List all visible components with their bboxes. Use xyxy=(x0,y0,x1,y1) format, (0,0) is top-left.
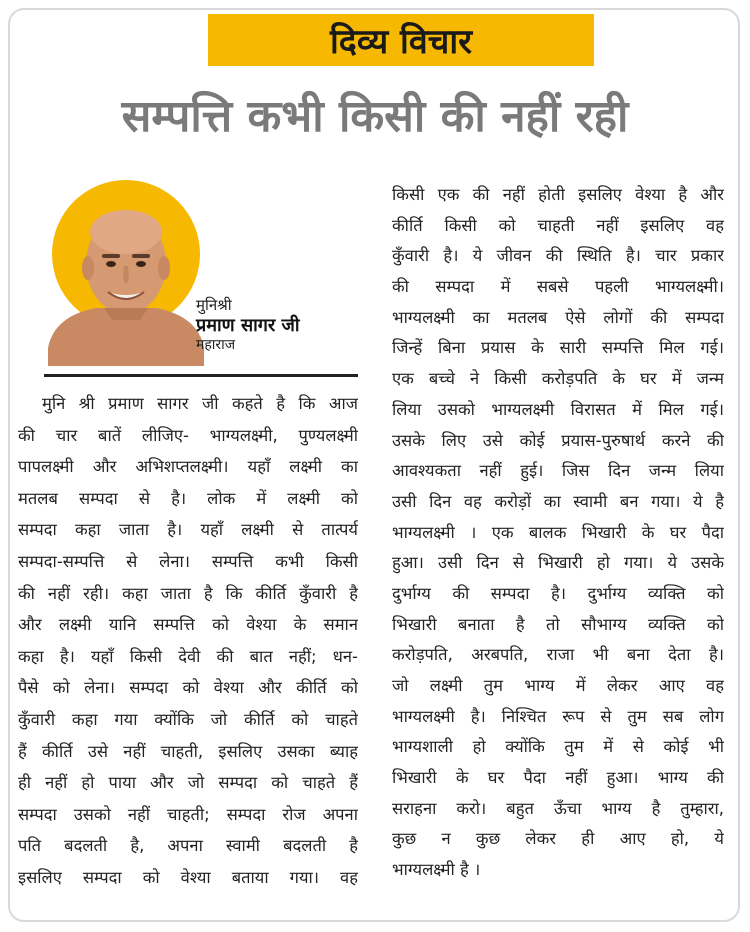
text-line: भाग्यशाली हो क्योंकि तुम में से कोई भी xyxy=(392,737,724,757)
text-line: ही नहीं हो पाया और जो सम्पदा को चाहते हैं xyxy=(18,773,358,793)
text-line: मतलब सम्पदा से है। लोक में लक्ष्मी को xyxy=(18,488,358,508)
text-line: भिखारी बनाता है तो सौभाग्य व्यक्ति को xyxy=(392,614,724,634)
text-line: पापलक्ष्मी और अभिशप्तलक्ष्मी। यहाँ लक्ष्मी का xyxy=(18,457,358,477)
author-prefix: मुनिश्री xyxy=(196,296,232,314)
text-line: किसी एक की नहीं होती इसलिए वेश्या है और xyxy=(392,185,724,204)
byline-divider xyxy=(44,374,358,377)
text-line: जिन्हें बिना प्रयास के सारी सम्पत्ति मिल गई। xyxy=(392,338,724,358)
section-banner xyxy=(208,14,594,66)
text-line: सम्पदा कहा जाता है। यहाँ लक्ष्मी से तात्पर्य xyxy=(18,520,358,540)
text-line: सम्पदा-सम्पत्ति से लेना। सम्पत्ति कभी किसी xyxy=(18,551,358,571)
text-line: कुँवारी है। ये जीवन की स्थिति है। चार प्रकार xyxy=(392,246,724,266)
text-line: एक बच्चे ने किसी करोड़पति के घर में जन्म xyxy=(392,369,724,389)
text-line: भाग्यलक्ष्मी । एक बालक भिखारी के घर पैदा xyxy=(392,522,724,542)
text-line: और लक्ष्मी यानि सम्पत्ति को वेश्या के समान xyxy=(18,615,358,635)
text-line: दुर्भाग्य की सम्पदा है। दुर्भाग्य व्यक्ति को xyxy=(392,583,724,603)
text-line: सम्पदा उसको नहीं चाहती; सम्पदा रोज अपना xyxy=(18,804,358,824)
text-line: करोड़पति, अरबपति, राजा भी बना देता है। xyxy=(392,645,724,665)
text-line: जो लक्ष्मी तुम भाग्य में लेकर आए वह xyxy=(392,676,724,695)
text-line: मुनि श्री प्रमाण सागर जी कहते है कि आज xyxy=(42,394,358,413)
section-banner-label: दिव्य विचार xyxy=(329,22,473,62)
text-line: की चार बातें लीजिए- भाग्यलक्ष्मी, पुण्यलक्ष्मी xyxy=(18,425,358,445)
text-line: पति बदलती है, अपना स्वामी बदलती है xyxy=(18,836,358,856)
text-line: की सम्पदा में सबसे पहली भाग्यलक्ष्मी। xyxy=(392,277,724,297)
author-photo xyxy=(44,180,208,366)
text-line: इसलिए सम्पदा को वेश्या बताया गया। वह xyxy=(18,867,358,887)
text-line: हैं कीर्ति उसे नहीं चाहती, इसलिए उसका ब्याह xyxy=(18,741,358,761)
article-headline: सम्पत्ति कभी किसी की नहीं रही xyxy=(121,91,629,142)
text-line: लिया उसको भाग्यलक्ष्मी विरासत में मिल गई। xyxy=(392,399,724,419)
text-line: भाग्यलक्ष्मी का मतलब ऐसे लोगों की सम्पदा xyxy=(392,307,724,327)
author-suffix: महाराज xyxy=(196,337,236,354)
text-line: कीर्ति किसी को चाहती नहीं इसलिए वह xyxy=(392,215,724,235)
author-name: प्रमाण सागर जी xyxy=(196,314,300,336)
text-line: आवश्यकता नहीं हुई। जिस दिन जन्म लिया xyxy=(392,461,724,481)
text-line: कुछ न कुछ लेकर ही आए हो, ये xyxy=(392,829,724,849)
article-column-right xyxy=(392,180,724,886)
text-line: सराहना करो। बहुत ऊँचा भाग्य है तुम्हारा, xyxy=(392,798,724,818)
text-line: कहा है। यहाँ किसी देवी की बात नहीं; धन- xyxy=(18,646,358,666)
text-line: हुआ। उसी दिन से भिखारी हो गया। ये उसके xyxy=(392,553,724,573)
author-byline xyxy=(196,296,300,355)
text-line: पैसे को लेना। सम्पदा को वेश्या और कीर्ति को xyxy=(18,678,358,698)
text-line: उसके लिए उसे कोई प्रयास-पुरुषार्थ करने की xyxy=(392,430,724,450)
text-line: कुँवारी कहा गया क्योंकि जो कीर्ति को चाहते xyxy=(18,709,358,729)
text-line: भाग्यलक्ष्मी है। निश्चित रूप से तुम सब लोग xyxy=(392,706,724,726)
text-line: भाग्यलक्ष्मी है । xyxy=(392,860,481,880)
text-line: भिखारी के घर पैदा नहीं हुआ। भाग्य की xyxy=(392,768,724,788)
article-column-left xyxy=(18,388,358,894)
text-line: उसी दिन वह करोड़ों का स्वामी बन गया। ये है xyxy=(392,491,724,511)
monk-portrait xyxy=(44,180,208,366)
text-line: की नहीं रही। कहा जाता है कि कीर्ति कुँवारी है xyxy=(18,583,358,603)
